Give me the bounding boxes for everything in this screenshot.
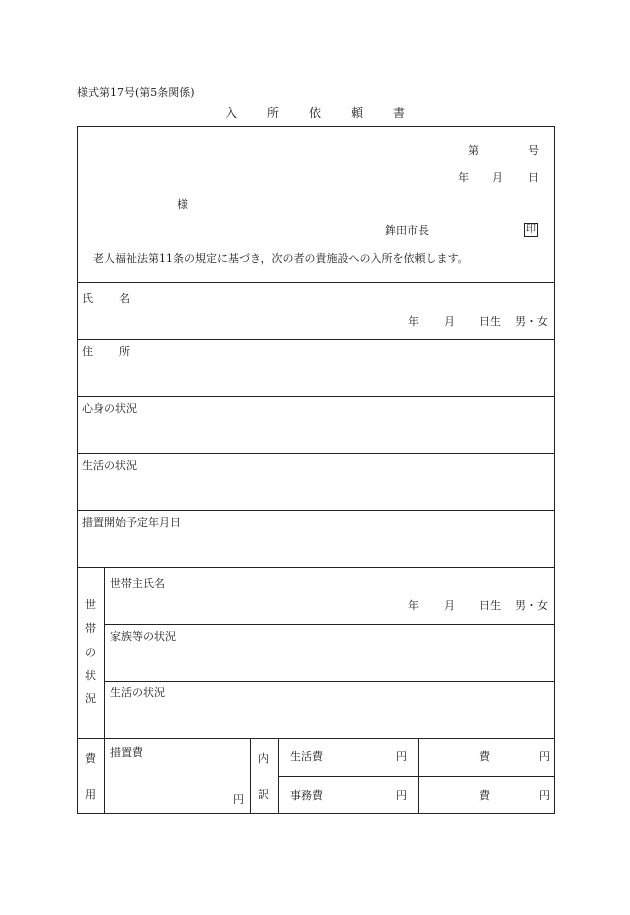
addressee-honorific: 様 bbox=[177, 198, 188, 211]
measure-fee-label: 措置費 bbox=[110, 746, 143, 759]
rule bbox=[77, 567, 555, 568]
rule bbox=[77, 453, 555, 454]
rule bbox=[418, 738, 419, 814]
number-suffix: 号 bbox=[528, 144, 539, 157]
birth-day: 日生 bbox=[479, 315, 501, 328]
sex-choice: 男・女 bbox=[515, 315, 548, 328]
head-birth-year: 年 bbox=[408, 599, 419, 612]
rule bbox=[250, 738, 251, 814]
head-sex-choice: 男・女 bbox=[515, 599, 548, 612]
rule bbox=[77, 396, 555, 397]
cost-label-char: 用 bbox=[85, 788, 96, 801]
rule bbox=[104, 567, 105, 814]
date-year: 年 bbox=[458, 171, 469, 184]
rule bbox=[77, 738, 555, 739]
breakdown-label-char: 訳 bbox=[258, 788, 269, 801]
form-frame bbox=[77, 126, 555, 814]
living-fee-unit: 円 bbox=[396, 750, 407, 763]
family-status-label: 家族等の状況 bbox=[110, 630, 176, 643]
other-fee-label: 費 bbox=[479, 750, 490, 763]
address-label-1: 住 bbox=[82, 345, 93, 358]
mind-body-label: 心身の状況 bbox=[82, 402, 137, 415]
household-label-char: の bbox=[85, 646, 96, 659]
start-date-label: 措置開始予定年月日 bbox=[82, 516, 181, 529]
living-fee-label: 生活費 bbox=[290, 750, 323, 763]
other-fee-unit: 円 bbox=[539, 789, 550, 802]
measure-fee-unit: 円 bbox=[233, 793, 244, 806]
date-month: 月 bbox=[492, 171, 503, 184]
issuer-name: 鉾田市長 bbox=[385, 224, 429, 237]
birth-year: 年 bbox=[408, 315, 419, 328]
form-label: 様式第17号(第5条関係) bbox=[77, 86, 195, 99]
head-birth-day: 日生 bbox=[479, 599, 501, 612]
cost-label-char: 費 bbox=[85, 752, 96, 765]
household-label-char: 帯 bbox=[85, 622, 96, 635]
household-label-char: 世 bbox=[85, 598, 96, 611]
rule bbox=[77, 282, 555, 283]
rule bbox=[278, 776, 555, 777]
rule bbox=[278, 738, 279, 814]
title-char: 依 bbox=[309, 106, 322, 120]
household-label-char: 況 bbox=[85, 692, 96, 705]
other-fee-unit: 円 bbox=[539, 750, 550, 763]
other-fee-label: 費 bbox=[479, 789, 490, 802]
title-char: 入 bbox=[225, 106, 238, 120]
name-label-1: 氏 bbox=[82, 292, 93, 305]
household-life-label: 生活の状況 bbox=[110, 686, 165, 699]
rule bbox=[104, 681, 555, 682]
date-day: 日 bbox=[528, 171, 539, 184]
name-label-2: 名 bbox=[119, 292, 130, 305]
title-char: 頼 bbox=[351, 106, 364, 120]
title-char: 所 bbox=[267, 106, 280, 120]
rule bbox=[77, 510, 555, 511]
address-label-2: 所 bbox=[119, 345, 130, 358]
head-name-label: 世帯主氏名 bbox=[110, 577, 165, 590]
title-char: 書 bbox=[393, 106, 406, 120]
office-fee-label: 事務費 bbox=[290, 789, 323, 802]
breakdown-label-char: 内 bbox=[258, 752, 269, 765]
head-birth-month: 月 bbox=[444, 599, 455, 612]
rule bbox=[104, 624, 555, 625]
number-prefix: 第 bbox=[468, 144, 479, 157]
seal-mark: 印 bbox=[526, 224, 536, 235]
household-label-char: 状 bbox=[85, 669, 96, 682]
office-fee-unit: 円 bbox=[396, 789, 407, 802]
rule bbox=[77, 339, 555, 340]
birth-month: 月 bbox=[444, 315, 455, 328]
request-statement: 老人福祉法第11条の規定に基づき，次の者の貴施設への入所を依頼します。 bbox=[93, 252, 469, 265]
life-status-label: 生活の状況 bbox=[82, 459, 137, 472]
